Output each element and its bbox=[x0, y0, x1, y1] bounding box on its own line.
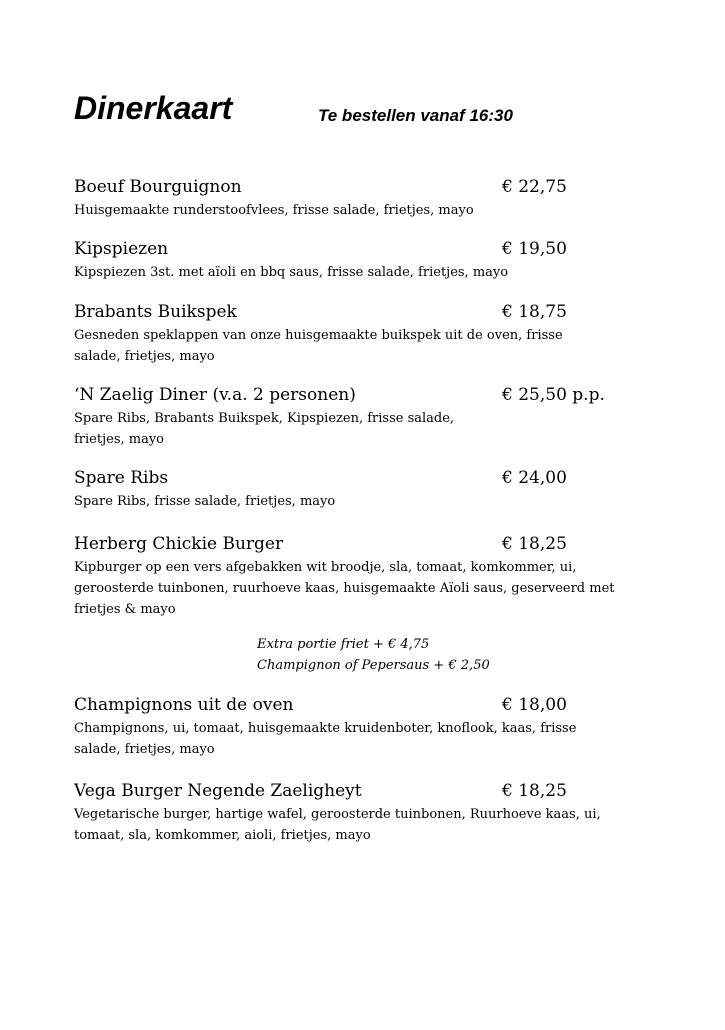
menu-item-price: € 22,75 bbox=[502, 177, 567, 197]
menu-item-name: Vega Burger Negende Zaeligheyt bbox=[74, 781, 362, 801]
menu-item-price: € 24,00 bbox=[502, 468, 567, 488]
menu-item-name: Boeuf Bourguignon bbox=[74, 177, 242, 197]
menu-item-name: Herberg Chickie Burger bbox=[74, 534, 284, 554]
menu-item-herberg-chickie-burger bbox=[74, 532, 654, 620]
menu-item-price: € 18,25 bbox=[502, 534, 567, 554]
menu-item-price: € 18,75 bbox=[502, 302, 567, 322]
menu-header bbox=[74, 88, 674, 136]
menu-item-name: ‘N Zaelig Diner (v.a. 2 personen) bbox=[74, 385, 356, 405]
menu-item-description: Kipburger op een vers afgebakken wit broodje, sla, tomaat, komkommer, ui, geroosterde tuinbonen, ruurhoeve kaas, huisgemaakte Aïoli saus, geserveerd met frietjes & mayo bbox=[74, 560, 615, 617]
menu-item-price: € 25,50 p.p. bbox=[502, 385, 605, 405]
menu-item-price: € 19,50 bbox=[502, 239, 567, 259]
extra-option: Champignon of Pepersaus + € 2,50 bbox=[257, 658, 490, 673]
menu-item-description: Champignons, ui, tomaat, huisgemaakte kruidenboter, knoflook, kaas, frisse salade, frietjes, mayo bbox=[74, 721, 577, 757]
menu-item-description: Spare Ribs, Brabants Buikspek, Kipspiezen, frisse salade, frietjes, mayo bbox=[74, 411, 455, 447]
page-title: Dinerkaart bbox=[74, 90, 233, 126]
menu-item-kipspiezen bbox=[74, 237, 654, 283]
menu-item-name: Champignons uit de oven bbox=[74, 695, 294, 715]
menu-item-description: Gesneden speklappen van onze huisgemaakte buikspek uit de oven, frisse salade, frietjes, mayo bbox=[74, 328, 563, 364]
menu-item-zaelig-diner bbox=[74, 383, 654, 450]
menu-item-price: € 18,00 bbox=[502, 695, 567, 715]
menu-item-description: Spare Ribs, frisse salade, frietjes, mayo bbox=[74, 494, 336, 509]
menu-item-price: € 18,25 bbox=[502, 781, 567, 801]
menu-item-description: Vegetarische burger, hartige wafel, geroosterde tuinbonen, Ruurhoeve kaas, ui, tomaat, sla, komkommer, aioli, frietjes, mayo bbox=[74, 807, 601, 843]
menu-item-name: Kipspiezen bbox=[74, 239, 169, 259]
menu-item-description: Kipspiezen 3st. met aïoli en bbq saus, frisse salade, frietjes, mayo bbox=[74, 265, 509, 280]
extras-list bbox=[257, 634, 577, 676]
menu-item-name: Brabants Buikspek bbox=[74, 302, 237, 322]
menu-item-champignons-uit-de-oven bbox=[74, 693, 654, 760]
menu-item-vega-burger bbox=[74, 779, 654, 846]
menu-item-brabants-buikspek bbox=[74, 300, 654, 367]
menu-item-boeuf-bourguignon bbox=[74, 175, 654, 221]
menu-item-spare-ribs bbox=[74, 466, 654, 512]
page-subtitle: Te bestellen vanaf 16:30 bbox=[318, 106, 513, 125]
menu-item-name: Spare Ribs bbox=[74, 468, 169, 488]
menu-item-description: Huisgemaakte runderstoofvlees, frisse salade, frietjes, mayo bbox=[74, 203, 474, 218]
extra-option: Extra portie friet + € 4,75 bbox=[257, 637, 430, 652]
